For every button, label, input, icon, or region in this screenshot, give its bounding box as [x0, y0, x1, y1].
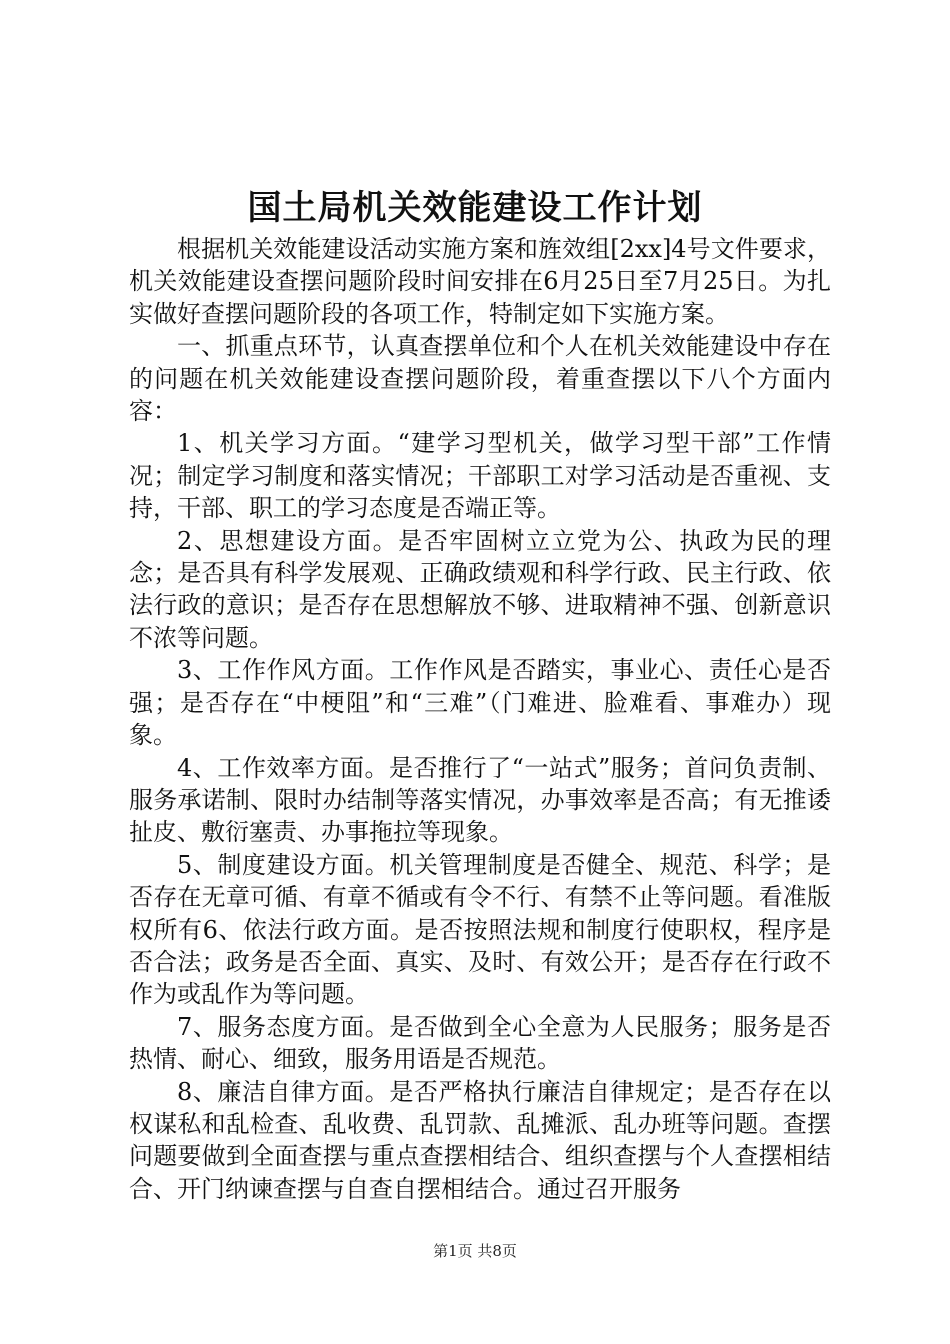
document-body — [129, 233, 831, 1205]
paragraph-section-1: 一、抓重点环节，认真查摆单位和个人在机关效能建设中存在的问题在机关效能建设查摆问题阶段，着重查摆以下八个方面内容： — [129, 332, 831, 426]
paragraph-intro: 根据机关效能建设活动实施方案和旌效组[2xx]4号文件要求，机关效能建设查摆问题阶段时间安排在6月25日至7月25日。为扎实做好查摆问题阶段的各项工作，特制定如下实施方案。 — [129, 235, 831, 328]
page-number-footer: 第1页 共8页 — [433, 1242, 517, 1260]
paragraph-item-2: 2、思想建设方面。是否牢固树立立党为公、执政为民的理念；是否具有科学发展观、正确政绩观和科学行政、民主行政、依法行政的意识；是否存在思想解放不够、进取精神不强、创新意识不浓等问题。 — [129, 526, 831, 652]
paragraph-item-7: 7、服务态度方面。是否做到全心全意为人民服务；服务是否热情、耐心、细致，服务用语是否规范。 — [129, 1012, 831, 1074]
paragraph-item-3: 3、工作作风方面。工作作风是否踏实，事业心、责任心是否强；是否存在“中梗阻”和“三难”（门难进、脸难看、事难办）现象。 — [129, 656, 831, 750]
paragraph-item-4: 4、工作效率方面。是否推行了“一站式”服务；首问负责制、服务承诺制、限时办结制等落实情况，办事效率是否高；有无推诿扯皮、敷衍塞责、办事拖拉等现象。 — [129, 753, 831, 847]
paragraph-item-8: 8、廉洁自律方面。是否严格执行廉洁自律规定；是否存在以权谋私和乱检查、乱收费、乱罚款、乱摊派、乱办班等问题。查摆问题要做到全面查摆与重点查摆相结合、组织查摆与个人查摆相结合、开门纳谏查摆与自查自摆相结合。通过召开服务 — [129, 1077, 831, 1203]
paragraph-item-5-6: 5、制度建设方面。机关管理制度是否健全、规范、科学；是否存在无章可循、有章不循或有令不行、有禁不止等问题。看准版权所有6、依法行政方面。是否按照法规和制度行使职权，程序是否合法；政务是否全面、真实、及时、有效公开；是否存在行政不作为或乱作为等问题。 — [129, 850, 831, 1009]
paragraph-item-1: 1、机关学习方面。“建学习型机关，做学习型干部”工作情况；制定学习制度和落实情况；干部职工对学习活动是否重视、支持，干部、职工的学习态度是否端正等。 — [129, 429, 831, 523]
document-title: 国土局机关效能建设工作计划 — [247, 188, 703, 228]
